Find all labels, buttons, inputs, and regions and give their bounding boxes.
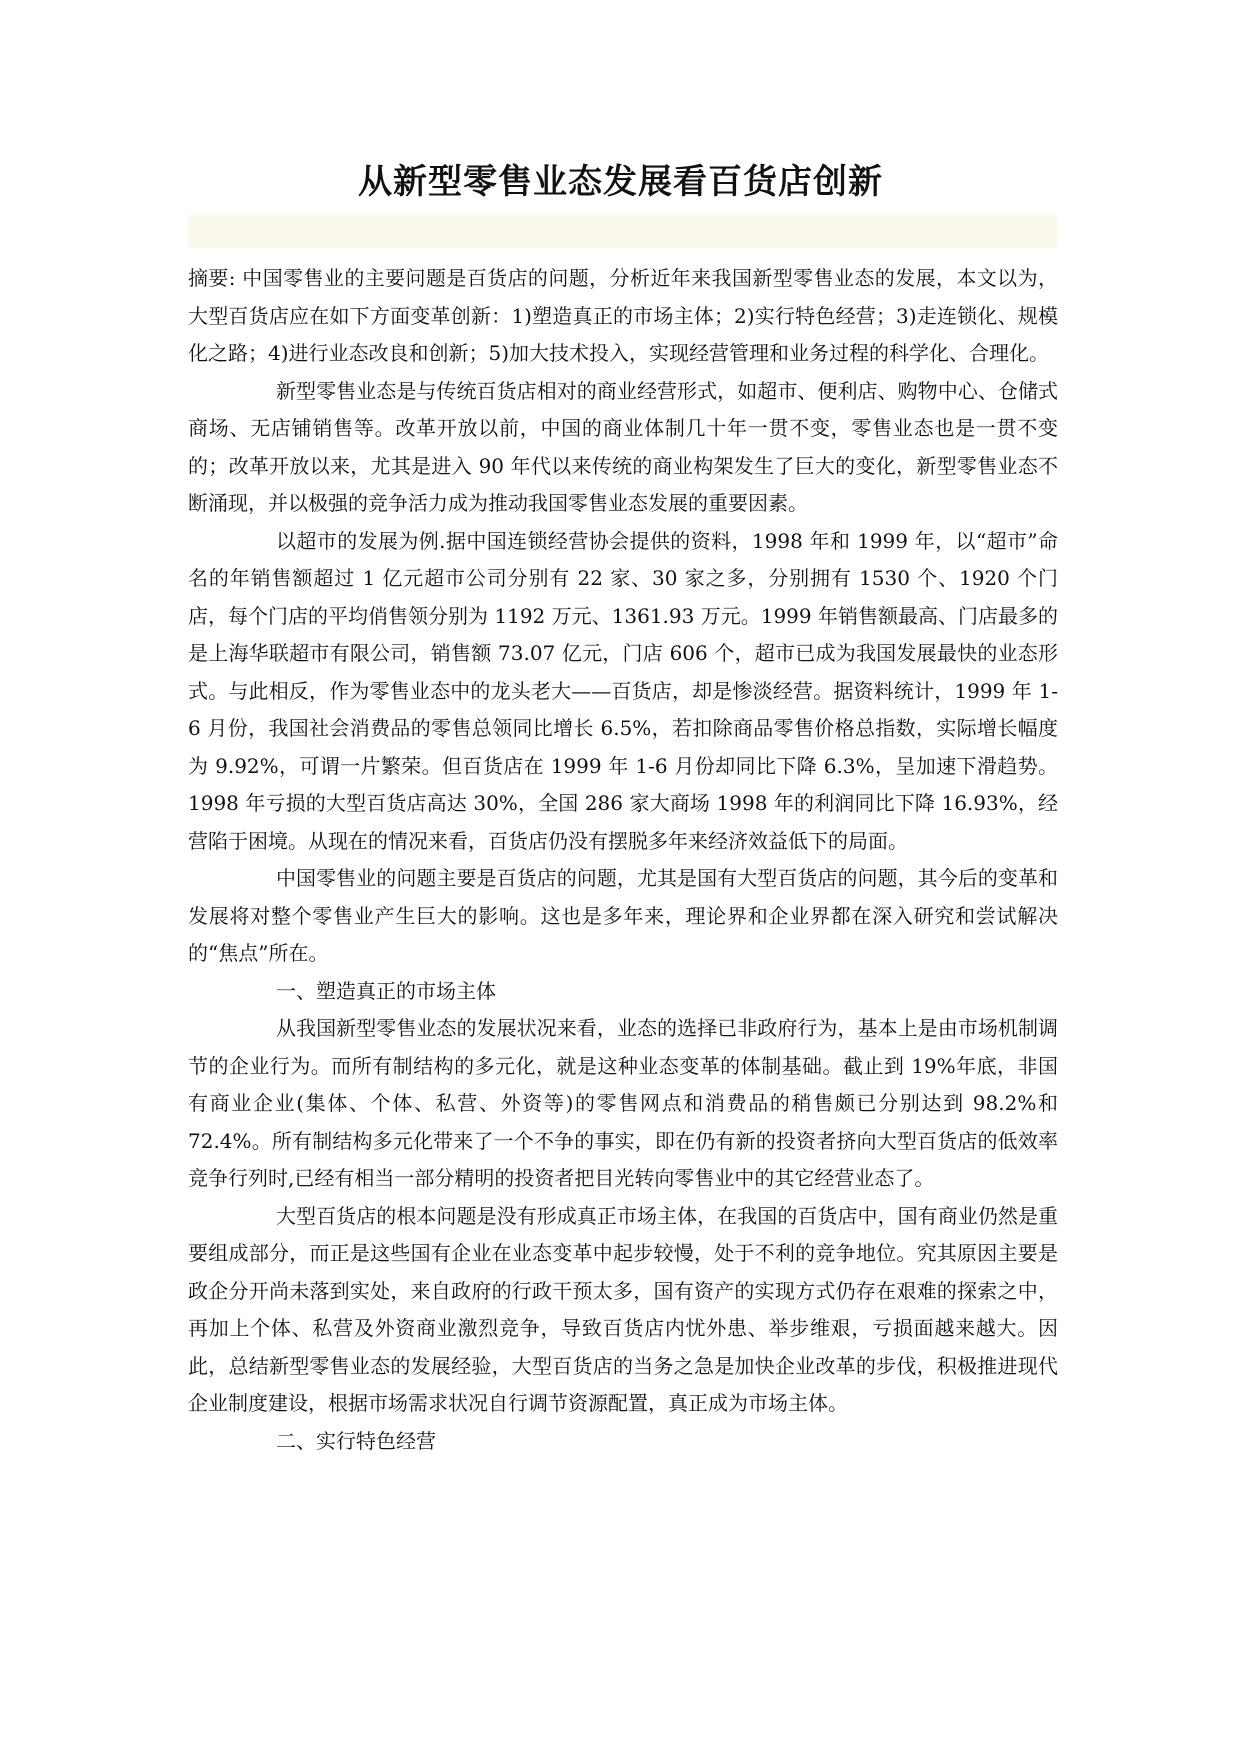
body-paragraph: 以超市的发展为例.据中国连锁经营协会提供的资料，1998 年和 1999 年，以“超市”命名的年销售额超过 1 亿元超市公司分别有 22 家、30 家之多，分别拥有 1530 个、1920 个门店，每个门店的平均俏售领分别为 1192 万元、1361.93 万元。1999 年销售额最高、门店最多的是上海华联超市有限公司，销售额 73.07 亿元，门店 606 个，超市已成为我国发展最快的业态形式。与此相反，作为零售业态中的龙头老大——百货店，却是惨淡经营。据资料统计，1999 年 1-6 月份，我国社会消费品的零售总领同比增长 6.5%，若扣除商品零售价格总指数，实际增长幅度为 9.92%，可谓一片繁荣。但百货店在 1999 年 1-6 月份却同比下降 6.3%，呈加速下滑趋势。1998 年亏损的大型百货店高达 30%，全国 286 家大商场 1998 年的利润同比下降 16.93%，经营陷于困境。从现在的情况来看，百货店仍没有摆脱多年来经济效益低下的局面。 — [188, 528, 1058, 853]
body-paragraph: 从我国新型零售业态的发展状况来看，业态的选择已非政府行为，基本上是由市场机制调节的企业行为。而所有制结构的多元化，就是这种业态变革的体制基础。截止到 19%年底，非国有商业企业(集体、个体、私营、外资等)的零售网点和消费品的稍售颇已分别达到 98.2%和 72.4%。所有制结构多元化带来了一个不争的事实，即在仍有新的投资者挤向大型百货店的低效率竞争行列时,已经有相当一部分精明的投资者把目光转向零售业中的其它经营业态了。 — [188, 1016, 1058, 1190]
document-body — [188, 260, 1058, 1460]
body-paragraph: 中国零售业的问题主要是百货店的问题，尤其是国有大型百货店的问题，其今后的变革和发展将对整个零售业产生巨大的影响。这也是多年来，理论界和企业界都在深入研究和尝试解决的“焦点”所在。 — [188, 866, 1058, 965]
document-title: 从新型零售业态发展看百货店创新 — [358, 162, 883, 202]
abstract-paragraph: 摘要: 中国零售业的主要问题是百货店的问题，分析近年来我国新型零售业态的发展，本文以为，大型百货店应在如下方面变革创新：1)塑造真正的市场主体；2)实行特色经营；3)走连锁化、规模化之路；4)进行业态改良和创新；5)加大技术投入，实现经营管理和业务过程的科学化、合理化。 — [188, 266, 1058, 365]
body-paragraph: 新型零售业态是与传统百货店相对的商业经营形式，如超市、便利店、购物中心、仓储式商场、无店铺销售等。改革开放以前，中国的商业体制几十年一贯不变，零售业态也是一贯不变的；改革开放以来，尤其是进入 90 年代以来传统的商业构架发生了巨大的变化，新型零售业态不断涌现，并以极强的竞争活力成为推动我国零售业态发展的重要因素。 — [188, 378, 1058, 515]
title-highlight-band — [188, 215, 1058, 248]
body-paragraph: 大型百货店的根本问题是没有形成真正市场主体，在我国的百货店中，国有商业仍然是重要组成部分，而正是这些国有企业在业态变革中起步较慢，处于不利的竞争地位。究其原因主要是政企分开尚未落到实处，来自政府的行政干预太多，国有资产的实现方式仍存在艰难的探索之中，再加上个体、私营及外资商业激烈竞争，导致百货店内忧外患、举步维艰，亏损面越来越大。因此，总结新型零售业态的发展经验，大型百货店的当务之急是加快企业改革的步伐，积极推进现代企业制度建设，根据市场需求状况自行调节资源配置，真正成为市场主体。 — [188, 1203, 1058, 1415]
section-heading: 一、塑造真正的市场主体 — [276, 978, 496, 1003]
section-heading: 二、实行特色经营 — [276, 1428, 436, 1453]
